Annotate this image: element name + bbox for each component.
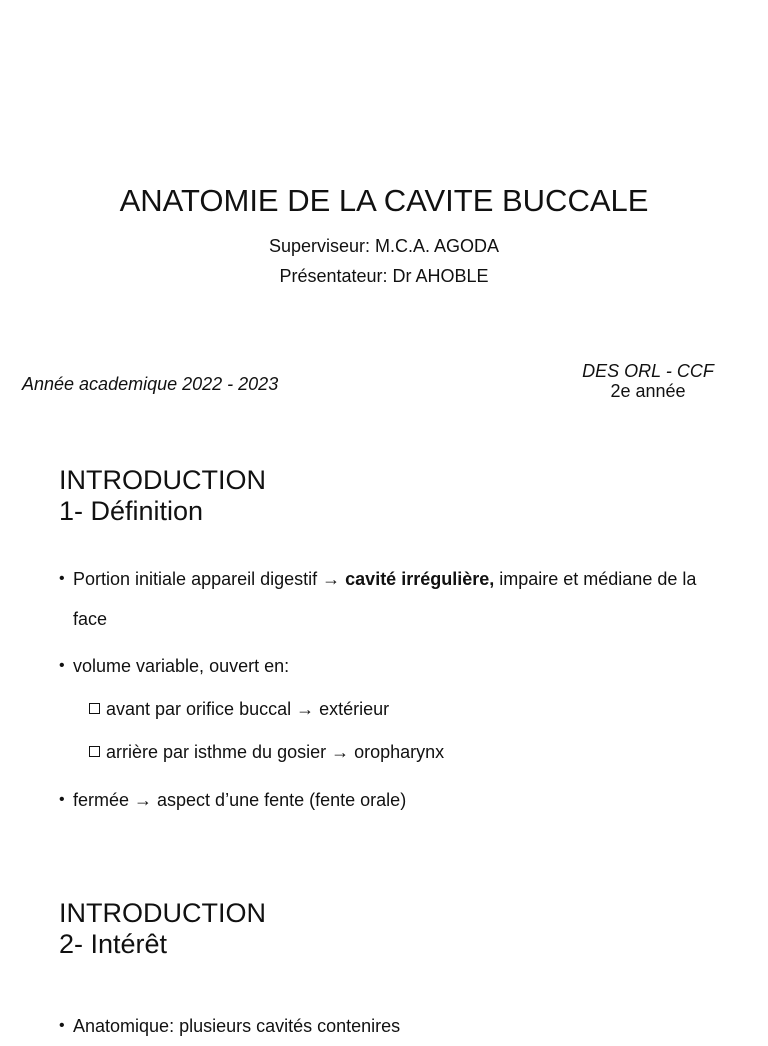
bullet-dot: • xyxy=(59,1017,65,1034)
list-item xyxy=(59,559,709,639)
presenter-line: Présentateur: Dr AHOBLE xyxy=(279,266,489,286)
sub-item-text: avant par orifice buccal → extérieur xyxy=(106,699,390,719)
section-heading-interet xyxy=(59,898,266,960)
supervisor-line: Superviseur: M.C.A. AGODA xyxy=(268,236,500,256)
academic-year: Année academique 2022 - 2023 xyxy=(22,374,279,394)
bullet-text-bold: cavité irrégulière, xyxy=(345,569,495,589)
section-heading-definition xyxy=(59,465,266,527)
bullet-dot: • xyxy=(59,570,65,587)
heading-interet: 2- Intérêt xyxy=(59,929,168,959)
checkbox-square-icon xyxy=(89,703,100,714)
bullet-text-end: impaire et médiane de la face xyxy=(73,569,697,629)
list-item xyxy=(59,646,709,686)
sub-list-item xyxy=(89,698,389,720)
program-block xyxy=(568,361,728,401)
bullet-dot: • xyxy=(59,657,65,674)
bullet-dot: • xyxy=(59,791,65,808)
sub-item-text: arrière par isthme du gosier → oropharynx xyxy=(106,742,445,762)
heading-definition: 1- Définition xyxy=(59,496,204,526)
program-year: 2e année xyxy=(610,381,686,401)
checkbox-square-icon xyxy=(89,746,100,757)
heading-introduction: INTRODUCTION xyxy=(59,898,266,928)
list-item xyxy=(59,1006,709,1046)
heading-introduction: INTRODUCTION xyxy=(59,465,266,495)
sub-list-item xyxy=(89,741,444,763)
bullet-text-start: Portion initiale appareil digestif → xyxy=(73,569,346,589)
bullet-text: Anatomique: plusieurs cavités contenires xyxy=(73,1016,401,1036)
bullet-text: volume variable, ouvert en: xyxy=(73,656,290,676)
bullet-text xyxy=(59,559,709,639)
bullet-text: fermée → aspect d’une fente (fente orale) xyxy=(73,790,407,810)
program-name: DES ORL - CCF xyxy=(582,361,714,381)
list-item xyxy=(59,780,709,820)
document-title: ANATOMIE DE LA CAVITE BUCCALE xyxy=(119,183,649,218)
